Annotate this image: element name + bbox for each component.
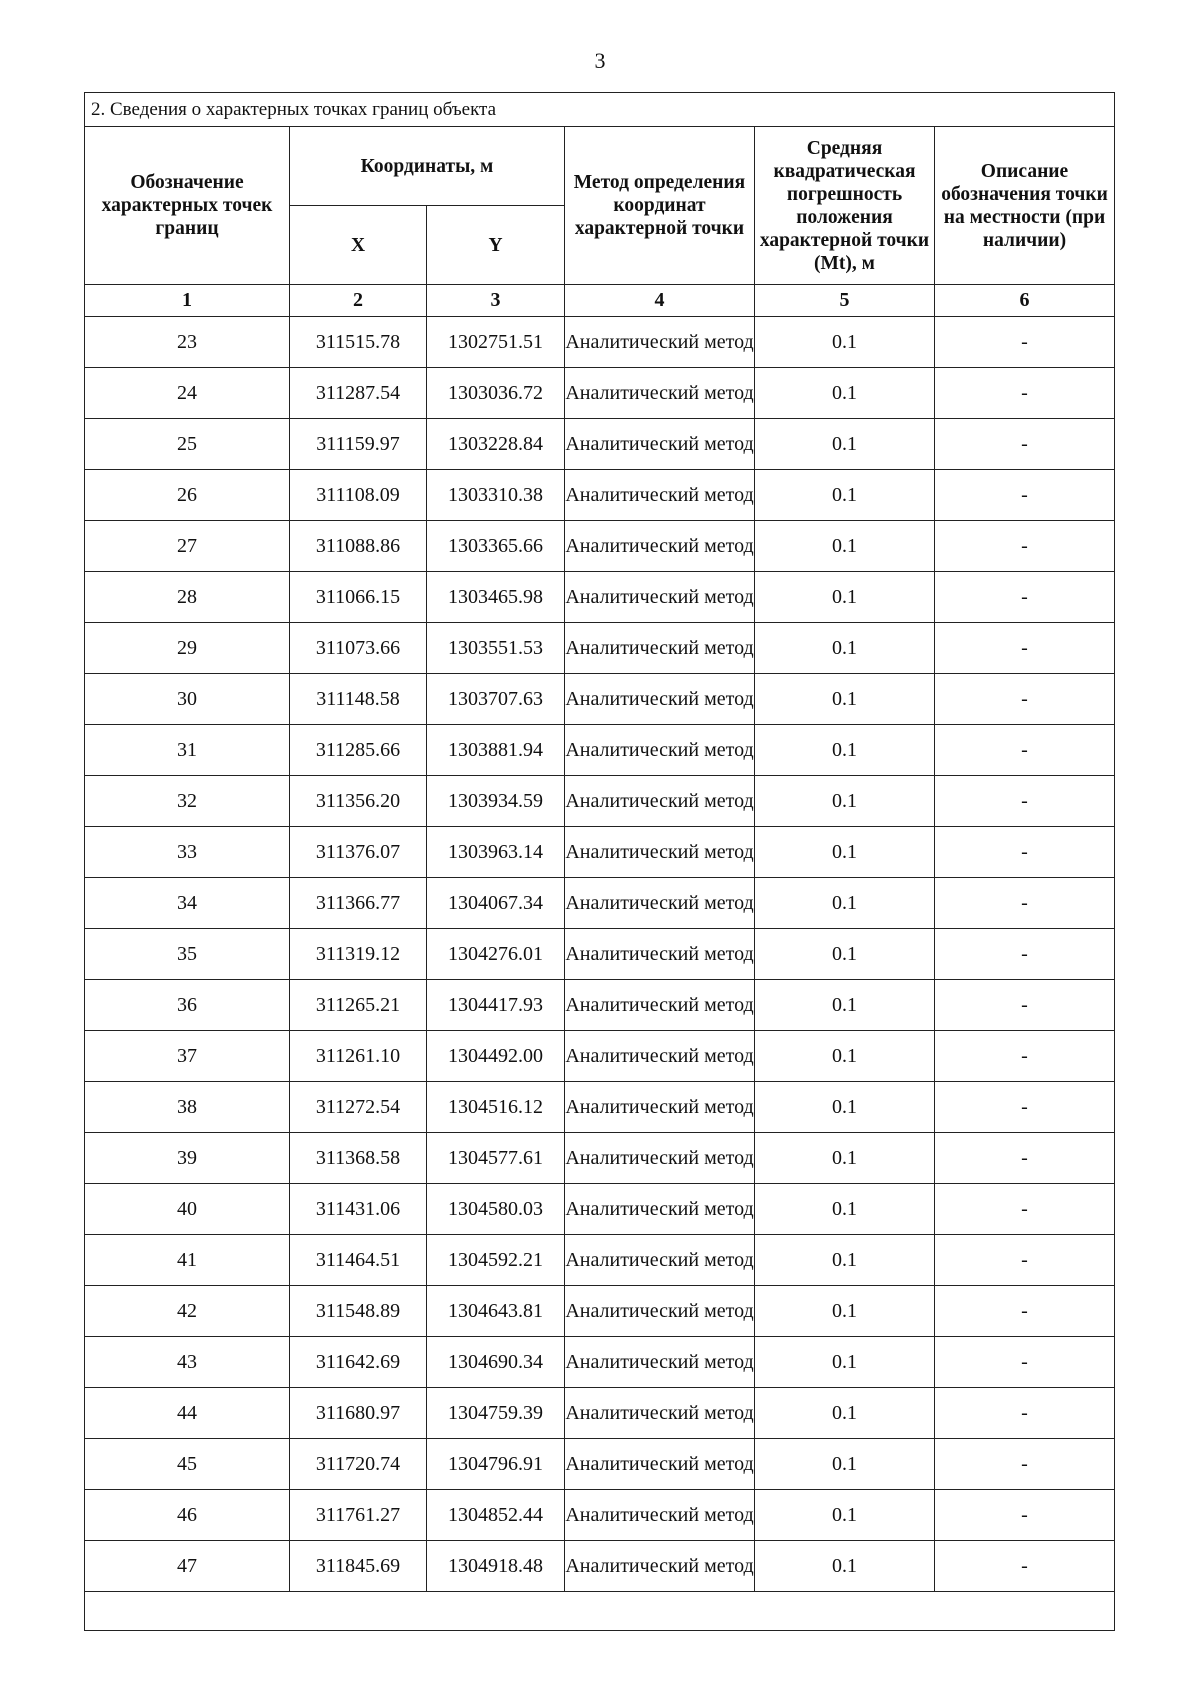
point-cell: 31: [85, 725, 290, 776]
point-cell: 46: [85, 1490, 290, 1541]
column-number: 5: [755, 285, 935, 317]
x-coordinate-cell: 311088.86: [290, 521, 427, 572]
point-cell: 37: [85, 1031, 290, 1082]
error-cell: 0.1: [755, 419, 935, 470]
point-cell: 29: [85, 623, 290, 674]
method-cell: Аналитический метод: [565, 1388, 755, 1439]
method-cell: Аналитический метод: [565, 572, 755, 623]
x-coordinate-cell: 311642.69: [290, 1337, 427, 1388]
description-cell: -: [935, 1184, 1115, 1235]
column-number: 4: [565, 285, 755, 317]
y-coordinate-cell: 1303310.38: [427, 470, 565, 521]
description-cell: -: [935, 929, 1115, 980]
description-cell: -: [935, 1541, 1115, 1592]
x-coordinate-cell: 311368.58: [290, 1133, 427, 1184]
error-cell: 0.1: [755, 317, 935, 368]
y-coordinate-cell: 1304516.12: [427, 1082, 565, 1133]
error-cell: 0.1: [755, 1490, 935, 1541]
section-title: 2. Сведения о характерных точках границ объекта: [85, 93, 1115, 127]
table-row: [85, 368, 1115, 419]
point-cell: 24: [85, 368, 290, 419]
x-coordinate-cell: 311845.69: [290, 1541, 427, 1592]
y-coordinate-cell: 1303963.14: [427, 827, 565, 878]
table-row: [85, 776, 1115, 827]
description-cell: -: [935, 725, 1115, 776]
description-cell: -: [935, 521, 1115, 572]
point-cell: 41: [85, 1235, 290, 1286]
table-row: [85, 725, 1115, 776]
description-cell: -: [935, 1133, 1115, 1184]
point-cell: 43: [85, 1337, 290, 1388]
y-coordinate-cell: 1304577.61: [427, 1133, 565, 1184]
method-cell: Аналитический метод: [565, 521, 755, 572]
x-coordinate-cell: 311159.97: [290, 419, 427, 470]
error-cell: 0.1: [755, 623, 935, 674]
boundary-points-table: [84, 92, 1115, 1631]
header-error: Средняя квадратическая погрешность положения характерной точки (Mt), м: [755, 127, 935, 285]
table-row: [85, 674, 1115, 725]
error-cell: 0.1: [755, 776, 935, 827]
method-cell: Аналитический метод: [565, 317, 755, 368]
error-cell: 0.1: [755, 1337, 935, 1388]
point-cell: 42: [85, 1286, 290, 1337]
table-row: [85, 1490, 1115, 1541]
method-cell: Аналитический метод: [565, 1031, 755, 1082]
error-cell: 0.1: [755, 1235, 935, 1286]
table-row: [85, 470, 1115, 521]
method-cell: Аналитический метод: [565, 1439, 755, 1490]
x-coordinate-cell: 311366.77: [290, 878, 427, 929]
x-coordinate-cell: 311272.54: [290, 1082, 427, 1133]
table-row: [85, 1388, 1115, 1439]
y-coordinate-cell: 1303707.63: [427, 674, 565, 725]
point-cell: 32: [85, 776, 290, 827]
point-cell: 33: [85, 827, 290, 878]
error-cell: 0.1: [755, 521, 935, 572]
method-cell: Аналитический метод: [565, 980, 755, 1031]
error-cell: 0.1: [755, 1439, 935, 1490]
error-cell: 0.1: [755, 1388, 935, 1439]
page-number: 3: [594, 48, 606, 73]
method-cell: Аналитический метод: [565, 419, 755, 470]
description-cell: -: [935, 674, 1115, 725]
x-coordinate-cell: 311265.21: [290, 980, 427, 1031]
method-cell: Аналитический метод: [565, 1235, 755, 1286]
error-cell: 0.1: [755, 1031, 935, 1082]
method-cell: Аналитический метод: [565, 878, 755, 929]
error-cell: 0.1: [755, 368, 935, 419]
column-number-row: [85, 285, 1115, 317]
column-number: 1: [85, 285, 290, 317]
description-cell: -: [935, 1235, 1115, 1286]
x-coordinate-cell: 311073.66: [290, 623, 427, 674]
x-coordinate-cell: 311066.15: [290, 572, 427, 623]
description-cell: -: [935, 1031, 1115, 1082]
description-cell: -: [935, 572, 1115, 623]
description-cell: -: [935, 776, 1115, 827]
table-row: [85, 1235, 1115, 1286]
description-cell: -: [935, 980, 1115, 1031]
x-coordinate-cell: 311720.74: [290, 1439, 427, 1490]
error-cell: 0.1: [755, 1133, 935, 1184]
error-cell: 0.1: [755, 929, 935, 980]
header-description: Описание обозначения точки на местности (при наличии): [935, 127, 1115, 285]
y-coordinate-cell: 1302751.51: [427, 317, 565, 368]
description-cell: -: [935, 1439, 1115, 1490]
table-row: [85, 623, 1115, 674]
error-cell: 0.1: [755, 674, 935, 725]
header-point: Обозначение характерных точек границ: [85, 127, 290, 285]
y-coordinate-cell: 1303551.53: [427, 623, 565, 674]
error-cell: 0.1: [755, 572, 935, 623]
description-cell: -: [935, 470, 1115, 521]
y-coordinate-cell: 1304492.00: [427, 1031, 565, 1082]
x-coordinate-cell: 311761.27: [290, 1490, 427, 1541]
header-coords: Координаты, м: [290, 127, 565, 206]
description-cell: -: [935, 623, 1115, 674]
method-cell: Аналитический метод: [565, 1082, 755, 1133]
method-cell: Аналитический метод: [565, 623, 755, 674]
column-number: 2: [290, 285, 427, 317]
error-cell: 0.1: [755, 878, 935, 929]
point-cell: 36: [85, 980, 290, 1031]
method-cell: Аналитический метод: [565, 929, 755, 980]
empty-footer-cell: [85, 1592, 1115, 1631]
method-cell: Аналитический метод: [565, 776, 755, 827]
error-cell: 0.1: [755, 1541, 935, 1592]
point-cell: 45: [85, 1439, 290, 1490]
point-cell: 30: [85, 674, 290, 725]
table-row: [85, 419, 1115, 470]
method-cell: Аналитический метод: [565, 1337, 755, 1388]
x-coordinate-cell: 311548.89: [290, 1286, 427, 1337]
y-coordinate-cell: 1304067.34: [427, 878, 565, 929]
point-cell: 47: [85, 1541, 290, 1592]
table-row: [85, 980, 1115, 1031]
description-cell: -: [935, 1490, 1115, 1541]
y-coordinate-cell: 1304918.48: [427, 1541, 565, 1592]
description-cell: -: [935, 827, 1115, 878]
x-coordinate-cell: 311376.07: [290, 827, 427, 878]
method-cell: Аналитический метод: [565, 725, 755, 776]
y-coordinate-cell: 1304276.01: [427, 929, 565, 980]
method-cell: Аналитический метод: [565, 1133, 755, 1184]
table-row: [85, 1286, 1115, 1337]
method-cell: Аналитический метод: [565, 470, 755, 521]
header-x: X: [290, 206, 427, 285]
table-row: [85, 572, 1115, 623]
error-cell: 0.1: [755, 1082, 935, 1133]
x-coordinate-cell: 311287.54: [290, 368, 427, 419]
header-row-1: [85, 127, 1115, 206]
table-row: [85, 521, 1115, 572]
point-cell: 25: [85, 419, 290, 470]
point-cell: 28: [85, 572, 290, 623]
point-cell: 38: [85, 1082, 290, 1133]
y-coordinate-cell: 1304592.21: [427, 1235, 565, 1286]
error-cell: 0.1: [755, 470, 935, 521]
x-coordinate-cell: 311515.78: [290, 317, 427, 368]
x-coordinate-cell: 311148.58: [290, 674, 427, 725]
method-cell: Аналитический метод: [565, 1184, 755, 1235]
table-row: [85, 1133, 1115, 1184]
y-coordinate-cell: 1304580.03: [427, 1184, 565, 1235]
point-cell: 40: [85, 1184, 290, 1235]
x-coordinate-cell: 311108.09: [290, 470, 427, 521]
point-cell: 34: [85, 878, 290, 929]
description-cell: -: [935, 317, 1115, 368]
table-row: [85, 878, 1115, 929]
empty-footer-row: [85, 1592, 1115, 1631]
table-row: [85, 1541, 1115, 1592]
description-cell: -: [935, 1286, 1115, 1337]
error-cell: 0.1: [755, 980, 935, 1031]
description-cell: -: [935, 1388, 1115, 1439]
y-coordinate-cell: 1304852.44: [427, 1490, 565, 1541]
description-cell: -: [935, 419, 1115, 470]
table-row: [85, 1337, 1115, 1388]
error-cell: 0.1: [755, 1184, 935, 1235]
method-cell: Аналитический метод: [565, 1490, 755, 1541]
table-row: [85, 1031, 1115, 1082]
table-row: [85, 929, 1115, 980]
table-row: [85, 827, 1115, 878]
x-coordinate-cell: 311285.66: [290, 725, 427, 776]
point-cell: 44: [85, 1388, 290, 1439]
x-coordinate-cell: 311464.51: [290, 1235, 427, 1286]
y-coordinate-cell: 1303365.66: [427, 521, 565, 572]
error-cell: 0.1: [755, 725, 935, 776]
y-coordinate-cell: 1303934.59: [427, 776, 565, 827]
y-coordinate-cell: 1304643.81: [427, 1286, 565, 1337]
y-coordinate-cell: 1303881.94: [427, 725, 565, 776]
description-cell: -: [935, 1082, 1115, 1133]
column-number: 3: [427, 285, 565, 317]
y-coordinate-cell: 1304796.91: [427, 1439, 565, 1490]
table-row: [85, 1082, 1115, 1133]
error-cell: 0.1: [755, 827, 935, 878]
y-coordinate-cell: 1304759.39: [427, 1388, 565, 1439]
header-y: Y: [427, 206, 565, 285]
y-coordinate-cell: 1303465.98: [427, 572, 565, 623]
x-coordinate-cell: 311431.06: [290, 1184, 427, 1235]
point-cell: 39: [85, 1133, 290, 1184]
method-cell: Аналитический метод: [565, 827, 755, 878]
y-coordinate-cell: 1303036.72: [427, 368, 565, 419]
method-cell: Аналитический метод: [565, 1541, 755, 1592]
method-cell: Аналитический метод: [565, 368, 755, 419]
y-coordinate-cell: 1303228.84: [427, 419, 565, 470]
point-cell: 23: [85, 317, 290, 368]
x-coordinate-cell: 311680.97: [290, 1388, 427, 1439]
section-title-row: [85, 93, 1115, 127]
description-cell: -: [935, 368, 1115, 419]
point-cell: 27: [85, 521, 290, 572]
point-cell: 26: [85, 470, 290, 521]
table-row: [85, 1184, 1115, 1235]
x-coordinate-cell: 311261.10: [290, 1031, 427, 1082]
point-cell: 35: [85, 929, 290, 980]
description-cell: -: [935, 1337, 1115, 1388]
x-coordinate-cell: 311319.12: [290, 929, 427, 980]
description-cell: -: [935, 878, 1115, 929]
y-coordinate-cell: 1304417.93: [427, 980, 565, 1031]
method-cell: Аналитический метод: [565, 674, 755, 725]
table-row: [85, 1439, 1115, 1490]
method-cell: Аналитический метод: [565, 1286, 755, 1337]
header-method: Метод определения координат характерной точки: [565, 127, 755, 285]
column-number: 6: [935, 285, 1115, 317]
x-coordinate-cell: 311356.20: [290, 776, 427, 827]
table-row: [85, 317, 1115, 368]
y-coordinate-cell: 1304690.34: [427, 1337, 565, 1388]
error-cell: 0.1: [755, 1286, 935, 1337]
